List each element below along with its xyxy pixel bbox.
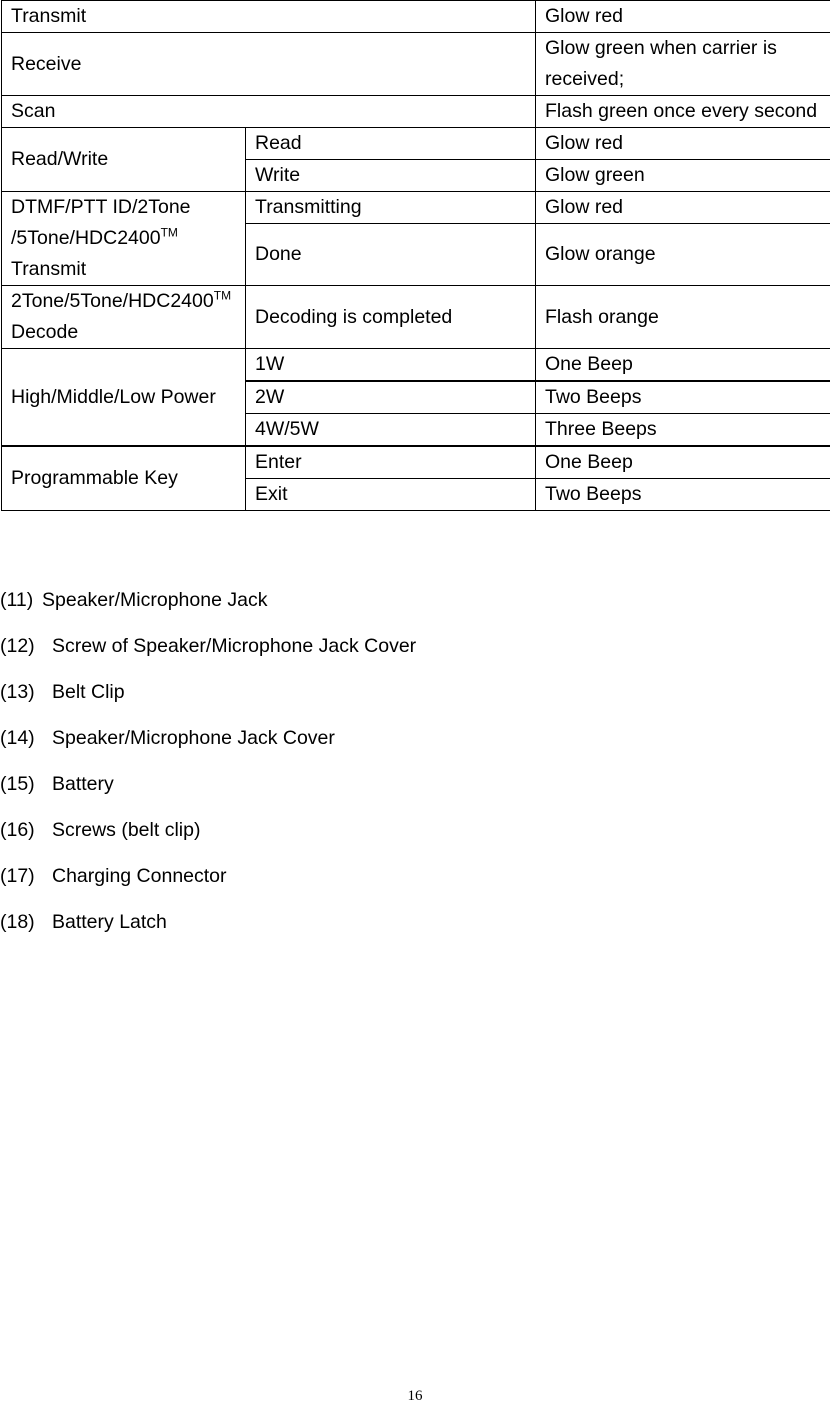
power-4w5w-mode: 4W/5W [246, 414, 536, 447]
part-number: (11) [0, 589, 34, 611]
transmit-label: Transmit [2, 1, 536, 33]
decode-label [2, 286, 246, 349]
receive-status: Glow green when carrier is received; [536, 33, 830, 96]
list-item [0, 861, 416, 907]
decode-mode: Decoding is completed [246, 286, 536, 349]
enter-status: One Beep [536, 446, 830, 479]
part-number: (18) [0, 911, 35, 933]
table-row [2, 1, 830, 33]
part-name: Speaker/Microphone Jack Cover [52, 727, 335, 749]
table-row [2, 128, 830, 160]
power-1w-status: One Beep [536, 349, 830, 382]
page-number: 16 [407, 1388, 423, 1404]
part-number: (17) [0, 865, 35, 887]
table-row [2, 96, 830, 128]
enter-mode: Enter [246, 446, 536, 479]
dtmf-label-line3: Transmit [11, 258, 87, 280]
part-number: (16) [0, 819, 35, 841]
write-mode: Write [246, 160, 536, 192]
dtmf-label-line2: /5Tone/HDC2400 [11, 227, 161, 249]
power-2w-status: Two Beeps [536, 381, 830, 414]
trademark-mark: TM [160, 225, 178, 240]
power-1w-mode: 1W [246, 349, 536, 382]
part-number: (12) [0, 635, 35, 657]
list-item [0, 907, 416, 953]
part-name: Charging Connector [52, 865, 227, 887]
scan-label: Scan [2, 96, 536, 128]
part-number: (13) [0, 681, 35, 703]
table-row [2, 286, 830, 349]
part-number: (14) [0, 727, 35, 749]
power-4w5w-status: Three Beeps [536, 414, 830, 447]
transmit-status: Glow red [536, 1, 830, 33]
dtmf-label [2, 192, 246, 286]
list-item [0, 631, 416, 677]
led-status-table [1, 0, 830, 511]
list-item [0, 723, 416, 769]
part-name: Belt Clip [52, 681, 125, 703]
table-row [2, 446, 830, 479]
decode-status: Flash orange [536, 286, 830, 349]
done-mode: Done [246, 224, 536, 286]
power-label: High/Middle/Low Power [2, 349, 246, 447]
trademark-mark: TM [213, 288, 232, 303]
write-status: Glow green [536, 160, 830, 192]
done-status: Glow orange [536, 224, 830, 286]
exit-status: Two Beeps [536, 479, 830, 511]
scan-status: Flash green once every second [536, 96, 830, 128]
decode-label-line2: Decode [11, 321, 79, 343]
parts-list [0, 585, 416, 953]
table-row [2, 349, 830, 382]
receive-label: Receive [2, 33, 536, 96]
part-name: Screw of Speaker/Microphone Jack Cover [52, 635, 417, 657]
part-name: Screws (belt clip) [52, 819, 201, 841]
decode-label-line1: 2Tone/5Tone/HDC2400 [11, 290, 214, 312]
transmitting-status: Glow red [536, 192, 830, 224]
exit-mode: Exit [246, 479, 536, 511]
part-name: Battery [52, 773, 114, 795]
read-status: Glow red [536, 128, 830, 160]
table-row [2, 33, 830, 96]
dtmf-label-line1: DTMF/PTT ID/2Tone [11, 196, 191, 218]
list-item [0, 677, 416, 723]
programmable-key-label: Programmable Key [2, 446, 246, 511]
part-number: (15) [0, 773, 35, 795]
list-item [0, 815, 416, 861]
list-item [0, 585, 416, 631]
read-mode: Read [246, 128, 536, 160]
list-item [0, 769, 416, 815]
read-write-label: Read/Write [2, 128, 246, 192]
transmitting-mode: Transmitting [246, 192, 536, 224]
part-name: Speaker/Microphone Jack [42, 589, 268, 611]
table-row [2, 192, 830, 224]
part-name: Battery Latch [52, 911, 167, 933]
power-2w-mode: 2W [246, 381, 536, 414]
